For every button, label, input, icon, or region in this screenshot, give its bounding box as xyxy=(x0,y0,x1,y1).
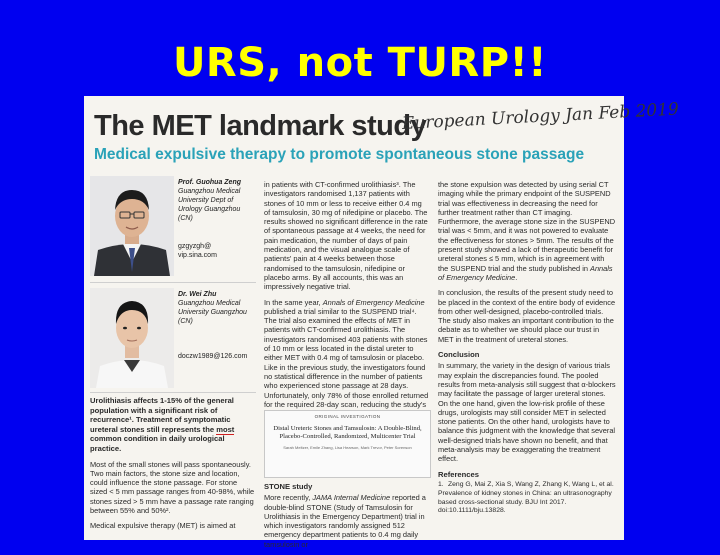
clipping-title: Distal Ureteric Stones and Tamsulosin: A Double-Blind, Placebo-Controlled, Randomized, Multicenter Trial xyxy=(273,425,422,440)
author-affiliation: Guangzhou Medical University Guangzhou (CN) xyxy=(178,300,247,325)
slide-title: URS, not TURP!! xyxy=(172,40,548,86)
text-run: In the same year, xyxy=(264,297,323,307)
article-page xyxy=(84,96,680,549)
author-photo-zhu xyxy=(90,288,174,388)
paragraph: In conclusion, the results of the present study need to be placed in the context of the entire body of evidence from other well-designed, placebo-controlled trials. The study also makes an important contribution to the debate as to whether we should place our trust in MET in the treatment of ureteral stones. xyxy=(438,288,616,344)
author-name: Dr. Wei Zhu xyxy=(178,291,217,298)
paragraph xyxy=(438,180,616,282)
intro-text-b: common condition in daily urological practice. xyxy=(90,434,225,453)
paragraph xyxy=(264,298,429,419)
clipping-kicker: ORIGINAL INVESTIGATION xyxy=(314,414,381,419)
handwritten-note: European Urology Jan Feb 2019 xyxy=(401,99,680,134)
article-column-3 xyxy=(438,180,616,522)
author-email: doczw1989@126.com xyxy=(178,353,248,360)
intro-paragraph xyxy=(90,396,255,454)
article-column-1 xyxy=(90,396,255,537)
article-subtitle: Medical expulsive therapy to promote spontaneous stone passage xyxy=(94,146,585,163)
journal-name: Annals of Emergency Medicine xyxy=(438,263,613,282)
text-run: published a trial similar to the SUSPEND trial⁴. The trial also examined the effects of MET in patients with CT-confirmed urolithiasis. The investigators randomised 403 patients with stones of 10 mm or less located in the distal ureter to either MET with 0.4 mg of tamsulosin or placebo. Like in the previous study, the investigators found no statistical difference in the number of patients who experienced stone passage at 28 days. Unfortunately, only 78% of those enrolled returned for the required 28-day scan, reducing the study's xyxy=(264,306,429,409)
journal-name: Annals of Emergency Medicine xyxy=(322,297,425,307)
section-heading: References xyxy=(438,469,479,479)
article-heading: The MET landmark study xyxy=(94,110,427,142)
text-run: More recently, xyxy=(264,493,313,503)
section-heading: STONE study xyxy=(264,482,313,491)
paragraph xyxy=(264,493,429,549)
text-run: . xyxy=(515,272,518,282)
reference-text: Zeng G, Mai Z, Xia S, Wang Z, Zhang K, Wang L, et al. Prevalence of kidney stones in China: an ultrasonography based cross-sectional study. BJU Int 2017. doi:10.1111/bju.13828. xyxy=(438,480,614,515)
author-email: gzgyzgh@ vip.sina.com xyxy=(178,243,217,259)
paragraph: in patients with CT-confirmed urolithiasis³. The investigators randomised 1,137 patients with stones of 10 mm or less to receive either 0.4 mg of tamsulosin, 30 mg of nifedipine or placebo. The results showed no significant difference in the rate of spontaneous passage at 4 weeks, the need for pain medication, the number of days of pain medication, and the visual analogue scale of patients' pain at 4 weeks between those randomised to the tamsulosin, nifedipine or placebo arms. By all accounts, this was an impressively negative trial. xyxy=(264,180,428,292)
reference-number: 1. xyxy=(438,480,444,488)
reference-item xyxy=(438,481,616,516)
text-run: reported a double-blind STONE (Study of Tamsulosin for Urolithiasis in the Emergency Department) trial in which investigators randomly assigned 512 emergency department patients to 0.4 mg daily tamsulosin or xyxy=(264,493,426,549)
paragraph: Medical expulsive therapy (MET) is aimed at xyxy=(90,521,236,531)
author-photo-zeng xyxy=(90,176,174,276)
author-affiliation: Guangzhou Medical University Dept of Urology Guangzhou (CN) xyxy=(178,188,241,222)
author-divider xyxy=(90,282,256,283)
clipping-authors: Sarah Meltzer, Emile Zhang, Lisa Hearson, Mark Trevor, Peter Sorenson xyxy=(283,445,412,450)
author-card-zhu xyxy=(178,290,252,326)
author-divider xyxy=(90,392,256,393)
article-column-2 xyxy=(264,180,429,424)
author-card-zeng xyxy=(178,178,252,223)
paragraph: Most of the small stones will pass spontaneously. Two main factors, the stone size and location, could influence the stone passage. For stone sized < 5 mm passage ranges from 40-98%, while stones sized > 5 mm have a passage rate ranging between 55% and 50%². xyxy=(90,459,255,516)
text-run: the stone expulsion was detected by using serial CT imaging while the primary endpoint of the SUSPEND trial was effectiveness in decreasing the need for further treatment rather than CT imaging. Furthermore, the average stone size in the SUSPEND trial was < 5mm, and it was not powered to evaluate the effectiveness for stones > 5mm. The results of the present study showed a lack of therapeutic benefit for ureteral stones ≤ 5 mm, which is in agreement with the SUSPEND trial and the study published in xyxy=(438,180,616,273)
intro-text-a: Urolithiasis affects 1-15% of the general population with a significant risk of recurrence¹. Treatment of symptomatic ureteral stones still represents the xyxy=(90,396,234,434)
author-name: Prof. Guohua Zeng xyxy=(178,179,241,186)
underlined-word: most xyxy=(216,424,235,434)
paper-clipping xyxy=(264,410,431,478)
paragraph: In summary, the variety in the design of various trials may explain the discrepancies found. The pooled results from meta-analysis still suggest that α-blockers may facilitate the passage of larger ureteral stones. On the one hand, given the low-risk profile of these drugs, urologists may still consider MET in selected stone patients. On the other hand, urologists have to balance this judgment with the knowledge that several well-designed trials have shown no benefit, and that meta-analysis may be exaggerating the treatment effect. xyxy=(438,361,616,464)
section-heading: Conclusion xyxy=(438,350,480,360)
journal-name: JAMA Internal Medicine xyxy=(312,493,391,503)
stone-study-section xyxy=(264,480,429,555)
